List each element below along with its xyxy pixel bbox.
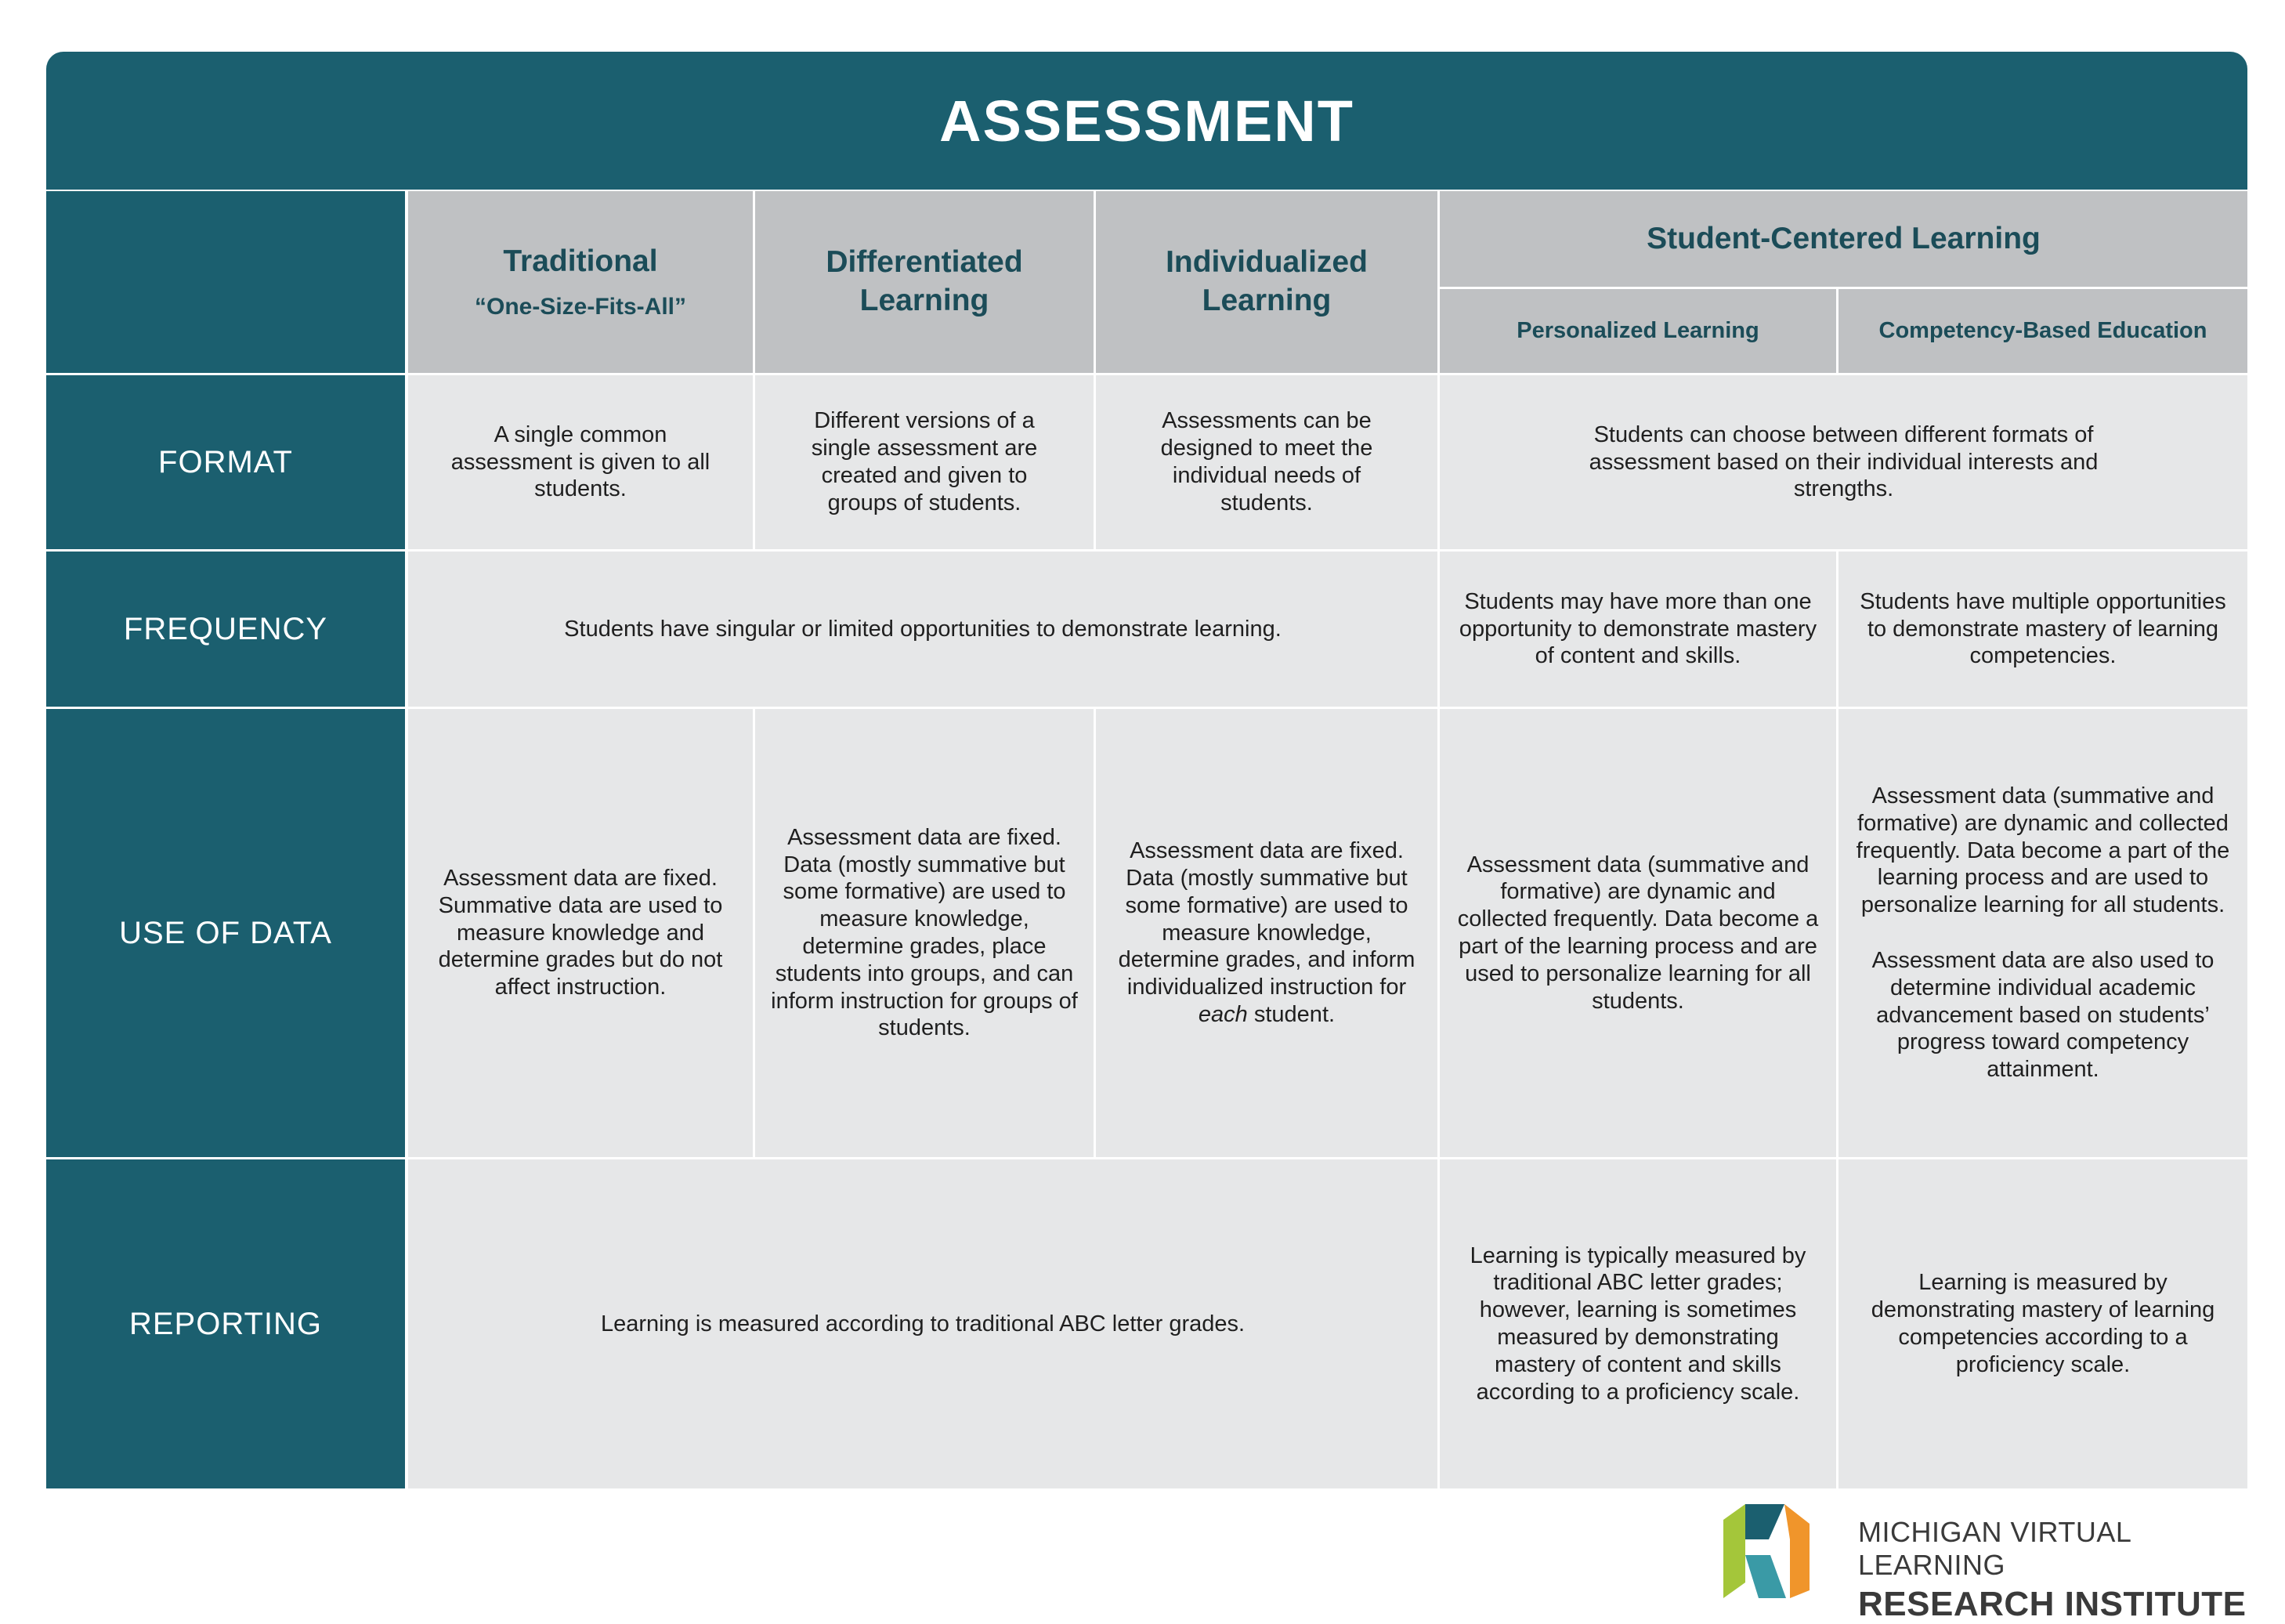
cell-frequency-personalized — [1440, 552, 1836, 707]
column-header-traditional — [408, 191, 753, 373]
logo-line-1: MICHIGAN VIRTUAL LEARNING — [1858, 1516, 2131, 1581]
cell-text: Assessment data (summative and formative) are dynamic and collected frequently. Data become a part of the learning process and are used to personalize learning for all students. — [1856, 783, 2230, 918]
logo-line-2: RESEARCH INSTITUTE — [1858, 1585, 2247, 1623]
cell-format-individualized — [1096, 375, 1437, 549]
cell-text: Students have multiple opportunities to demonstrate mastery of learning competencies. — [1860, 588, 2226, 669]
row-header-reporting: REPORTING — [46, 1159, 405, 1488]
cell-use-of-data-personalized — [1440, 709, 1836, 1157]
cell-frequency-shared — [408, 552, 1437, 707]
cell-reporting-shared — [408, 1159, 1437, 1488]
column-title-traditional: Traditional — [503, 244, 658, 278]
cell-use-of-data-differentiated — [755, 709, 1094, 1157]
column-header-student-centered — [1440, 191, 2247, 287]
cell-text: Assessments can be designed to meet the individual needs of students. — [1160, 408, 1373, 515]
column-header-personalized — [1440, 289, 1836, 373]
logo-wordmark — [1858, 1516, 2285, 1624]
page-title: ASSESSMENT — [939, 88, 1354, 154]
title-banner — [46, 52, 2247, 190]
column-title-individualized: Individualized Learning — [1166, 245, 1368, 317]
cell-reporting-competency — [1838, 1159, 2247, 1488]
cell-text-part: student. — [1247, 1001, 1336, 1027]
cell-text — [1110, 837, 1423, 1029]
cell-format-traditional — [408, 375, 753, 549]
cell-text: Students have singular or limited opportunities to demonstrate learning. — [564, 616, 1282, 642]
cell-frequency-competency — [1838, 552, 2247, 707]
logo-shape-lime — [1723, 1504, 1745, 1598]
cell-use-of-data-traditional — [408, 709, 753, 1157]
header-corner — [46, 191, 405, 373]
column-header-differentiated — [755, 191, 1094, 373]
cell-text: Learning is typically measured by traditional ABC letter grades; however, learning is sometimes measured by demonstrating mastery of content and skills according to a proficiency scale. — [1470, 1242, 1806, 1405]
cell-text: Assessment data are also used to determine individual academic advancement based on students’ progress toward competency attainment. — [1871, 948, 2214, 1083]
column-subtitle-traditional: “One-Size-Fits-All” — [474, 293, 686, 320]
cell-format-student-centered — [1440, 375, 2247, 549]
mvlri-logo-icon — [1723, 1504, 1810, 1598]
cell-text-emphasis: each — [1198, 1001, 1248, 1027]
logo-shape-orange — [1784, 1504, 1810, 1598]
cell-text-part: Assessment data are fixed. Data (mostly summative but some formative) are used to measure knowledge, determine grades, and inform individualized instruction for — [1118, 838, 1415, 1000]
cell-text: Learning is measured by demonstrating mastery of learning competencies according to a proficiency scale. — [1871, 1270, 2215, 1377]
cell-text: Different versions of a single assessment are created and given to groups of students. — [811, 408, 1038, 515]
row-header-use-of-data: USE OF DATA — [46, 709, 405, 1157]
cell-use-of-data-individualized — [1096, 709, 1437, 1157]
cell-reporting-personalized — [1440, 1159, 1836, 1488]
row-header-frequency: FREQUENCY — [46, 552, 405, 707]
cell-text: Students may have more than one opportunity to demonstrate mastery of content and skills. — [1459, 588, 1817, 669]
cell-use-of-data-competency — [1838, 709, 2247, 1157]
column-title-differentiated: Differentiated Learning — [826, 245, 1023, 317]
column-title-competency: Competency-Based Education — [1878, 318, 2207, 344]
column-header-competency — [1838, 289, 2247, 373]
row-header-format: FORMAT — [46, 375, 405, 549]
column-title-student-centered: Student-Centered Learning — [1647, 221, 2041, 255]
cell-text: Assessment data are fixed. Data (mostly summative but some formative) are used to measure knowledge, determine grades, place students into groups, and can inform instruction for groups of students. — [771, 824, 1078, 1041]
cell-text: Learning is measured according to traditional ABC letter grades. — [600, 1311, 1246, 1336]
cell-text: Students can choose between different formats of assessment based on their individual interests and strengths. — [1589, 421, 2099, 502]
cell-text: Assessment data are fixed. Summative data are used to measure knowledge and determine grades but do not affect instruction. — [438, 866, 723, 1000]
column-header-individualized — [1096, 191, 1437, 373]
cell-format-differentiated — [755, 375, 1094, 549]
cell-text: A single common assessment is given to all students. — [450, 421, 710, 502]
logo-shape-light-teal — [1745, 1555, 1786, 1598]
column-title-personalized: Personalized Learning — [1517, 318, 1759, 344]
logo-shape-teal — [1745, 1504, 1784, 1539]
cell-text: Assessment data (summative and formative) are dynamic and collected frequently. Data become a part of the learning process and are used to personalize learning for all students. — [1457, 852, 1819, 1014]
